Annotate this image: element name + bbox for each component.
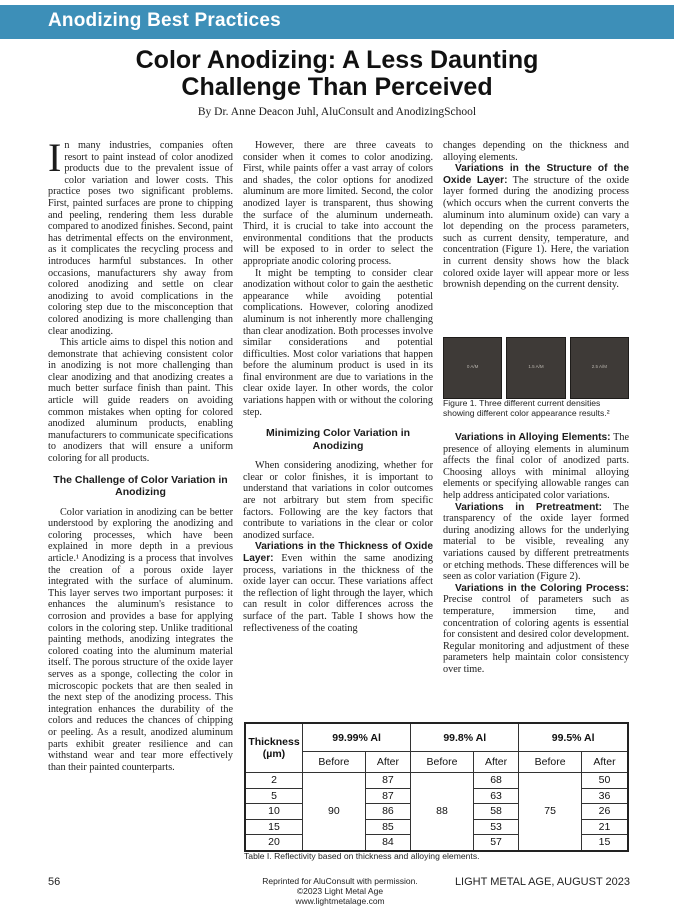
before-cell: 90 bbox=[303, 773, 366, 851]
after-header: After bbox=[581, 752, 628, 773]
after-cell: 68 bbox=[473, 773, 519, 789]
reprint-line-1: Reprinted for AluConsult with permission. bbox=[262, 876, 418, 886]
paragraph-text: Precise control of parameters such as temperature, immersion time, and concentration of coloring agents is essential for consistent and desired color development. Regular monitoring and adjustment of these parameters help maintain color consistency over time. bbox=[443, 594, 629, 675]
after-cell: 86 bbox=[365, 804, 411, 820]
thickness-cell: 2 bbox=[245, 773, 303, 789]
reprint-notice bbox=[240, 876, 440, 906]
after-cell: 15 bbox=[581, 835, 628, 851]
swatch-label: 2.5 A/M bbox=[591, 364, 607, 369]
before-cell: 88 bbox=[411, 773, 474, 851]
after-cell: 36 bbox=[581, 788, 628, 804]
run-in-heading: Variations in the Coloring Process: bbox=[455, 582, 629, 594]
paragraph: Color variation in anodizing can be better understood by exploring the anodizing and coloring processes, which have been explained in more depth in a previous article.¹ Anodizing is a process that involves the creation of a porous oxide layer integrated with the surface of aluminum. This layer serves two important purposes: it enhances the aluminum's resistance to corrosion and provides a base for applying colors in the coloring step. Unlike traditional painting methods, anodizing integrates the colored coating into the aluminum material itself. The porous structure of the oxide layer serves as a sponge, collecting the color in microscopic pockets that are then sealed in the next step of the anodizing process. This integration enhances the durability of the colors and reduces the chances of chipping or peeling. As a result, anodized aluminum parts exhibit greater resilience and can withstand wear and tear more effectively than their painted counterparts. bbox=[48, 506, 233, 773]
paragraph: When considering anodizing, whether for clear or color finishes, it is important to understand that variations in color outcomes are not arbitrary but stem from specific factors. Following are the key factors that contribute to variations in the clear or color anodized surface. bbox=[243, 460, 433, 541]
after-cell: 26 bbox=[581, 804, 628, 820]
intro-text: n many industries, companies often resort to paint instead of color anodized products due to the prevalent issue of color variation and lower costs. This practice poses two significant problems. First, painted surfaces are prone to chipping and peeling, rendering them less durable compared to anodized finishes. Second, paint has detrimental effects on the environment, as it complicates the recycling process and introduces harmful substances. In other occasions, manufacturers shy away from colored anodizing and settle on clear anodizing to avoid complications in the coloring step due to the misconception that colored anodizing is more challenging than clear anodizing. bbox=[48, 140, 233, 337]
run-in-heading: Variations in the Thickness of Oxide Layer: bbox=[243, 541, 433, 564]
paragraph-text: The transparency of the oxide layer formed during anodizing allows for the underlying material to be visible, revealing any variations caused by different pretreatments or etching methods. These differences will be seen as color variation (Figure 2). bbox=[443, 501, 629, 583]
column-3-top bbox=[443, 140, 629, 291]
swatch-label: 0 A/M bbox=[466, 364, 479, 369]
after-cell: 57 bbox=[473, 835, 519, 851]
reflectivity-table bbox=[244, 722, 629, 852]
color-swatch bbox=[443, 337, 502, 399]
paragraph bbox=[443, 583, 629, 676]
thickness-cell: 15 bbox=[245, 819, 303, 835]
group-header: 99.5% Al bbox=[519, 723, 628, 752]
paragraph bbox=[443, 502, 629, 583]
after-cell: 84 bbox=[365, 835, 411, 851]
after-header: After bbox=[365, 752, 411, 773]
after-header: After bbox=[473, 752, 519, 773]
after-cell: 87 bbox=[365, 788, 411, 804]
before-header: Before bbox=[519, 752, 582, 773]
run-in-heading: Variations in Alloying Elements: bbox=[455, 432, 611, 443]
section-heading: Minimizing Color Variation in Anodizing bbox=[265, 427, 411, 452]
paragraph bbox=[443, 163, 629, 291]
before-header: Before bbox=[411, 752, 474, 773]
journal-issue: LIGHT METAL AGE, AUGUST 2023 bbox=[454, 876, 630, 888]
paragraph: changes depending on the thickness and alloying elements. bbox=[443, 140, 629, 163]
after-cell: 63 bbox=[473, 788, 519, 804]
table-1-caption: Table I. Reflectivity based on thickness and alloying elements. bbox=[244, 851, 480, 861]
table-header-row bbox=[245, 723, 628, 752]
thickness-header bbox=[245, 723, 303, 773]
column-1 bbox=[48, 135, 233, 773]
thickness-cell: 5 bbox=[245, 788, 303, 804]
column-2 bbox=[243, 140, 433, 634]
section-heading: The Challenge of Color Variation in Anodizing bbox=[53, 473, 228, 499]
paragraph bbox=[443, 432, 629, 502]
figure-1-caption: Figure 1. Three different current densities showing different color appearance results.² bbox=[443, 398, 610, 418]
after-cell: 87 bbox=[365, 773, 411, 789]
before-cell: 75 bbox=[519, 773, 582, 851]
thickness-header-line-2: (µm) bbox=[262, 748, 286, 760]
table-subheader-row bbox=[245, 752, 628, 773]
color-swatch bbox=[506, 337, 565, 399]
after-cell: 58 bbox=[473, 804, 519, 820]
paragraph bbox=[243, 541, 433, 634]
paragraph: It might be tempting to consider clear anodization without color to gain the aesthetic appearance while avoiding potential complications. However, coloring anodized aluminum is not inherently more challenging than clear anodization. Both processes involve similar considerations and potential difficulties. Most color variations that happen before the aluminum product is used in its final environment are due to variations in the clear oxide layer. In other words, the color variations happen with or without the coloring step. bbox=[243, 267, 433, 418]
section-banner bbox=[0, 5, 674, 39]
after-cell: 21 bbox=[581, 819, 628, 835]
group-header: 99.8% Al bbox=[411, 723, 519, 752]
before-header: Before bbox=[303, 752, 366, 773]
after-cell: 53 bbox=[473, 819, 519, 835]
thickness-cell: 20 bbox=[245, 835, 303, 851]
article-title-line-2: Challenge Than Perceived bbox=[181, 73, 493, 101]
paragraph-text: Even within the same anodizing process, variations in the thickness of the oxide layer can occur. These variations affect the reflection of light through the layer, which can result in color differences across the surface of the part. Table I shows how the reflectiveness of the coating bbox=[243, 553, 433, 634]
swatch-label: 1.5 A/M bbox=[528, 364, 544, 369]
page-number: 56 bbox=[48, 876, 61, 888]
color-swatch bbox=[570, 337, 629, 399]
thickness-header-line-1: Thickness bbox=[248, 736, 300, 748]
paragraph: However, there are three caveats to consider when it comes to color anodizing. First, while paints offer a vast array of colors and shades, the color options for anodized aluminum are more limited. Second, the color anodized layer is transparent, thus showing the surface of the aluminum underneath. Third, it is crucial to take into account the environmental conditions that the products will be exposed to in order to select the appropriate anodic coloring process. bbox=[243, 140, 433, 267]
column-3-bottom bbox=[443, 432, 629, 675]
article-title bbox=[0, 47, 674, 101]
figure-1 bbox=[443, 337, 629, 399]
after-cell: 50 bbox=[581, 773, 628, 789]
byline: By Dr. Anne Deacon Juhl, AluConsult and AnodizingSchool bbox=[197, 106, 477, 118]
group-header: 99.99% Al bbox=[303, 723, 411, 752]
run-in-heading: Variations in Pretreatment: bbox=[455, 501, 603, 513]
paragraph: This article aims to dispel this notion and demonstrate that achieving consistent color in anodizing is not more challenging than clear anodizing and that anodizing creates a much better surface finish than paint. This article will guide readers on avoiding common mistakes when opting for colored anodized aluminum products, enabling manufacturers to communicate specifications to anodizers that will ensure a uniform coloring for all products. bbox=[48, 337, 233, 465]
article-title-line-1: Color Anodizing: A Less Daunting bbox=[135, 46, 539, 74]
reprint-line-2: ©2023 Light Metal Age bbox=[296, 886, 384, 896]
thickness-cell: 10 bbox=[245, 804, 303, 820]
section-banner-label: Anodizing Best Practices bbox=[48, 10, 281, 31]
table-row bbox=[245, 773, 628, 789]
drop-cap: I bbox=[48, 135, 62, 180]
reprint-line-3: www.lightmetalage.com bbox=[295, 896, 385, 906]
paragraph-text: The structure of the oxide layer formed during the anodizing process (which occurs when the current converts the aluminum into aluminum oxide) can vary a lot depending on the process parameters, such as current density, temperature, and concentration (Figure 1). Here, the variation in current density shows how the black colored oxide layer will appear more or less brownish depending on the current density. bbox=[443, 174, 629, 291]
after-cell: 85 bbox=[365, 819, 411, 835]
intro-paragraph bbox=[48, 135, 233, 337]
paragraph-text: The presence of alloying elements in aluminum affects the final color of anodized parts. Choosing alloys with minimal alloying elements or specifying allowable ranges can help address anticipated color variations. bbox=[443, 432, 629, 501]
run-in-heading: Variations in the Structure of the Oxide Layer: bbox=[443, 163, 629, 186]
